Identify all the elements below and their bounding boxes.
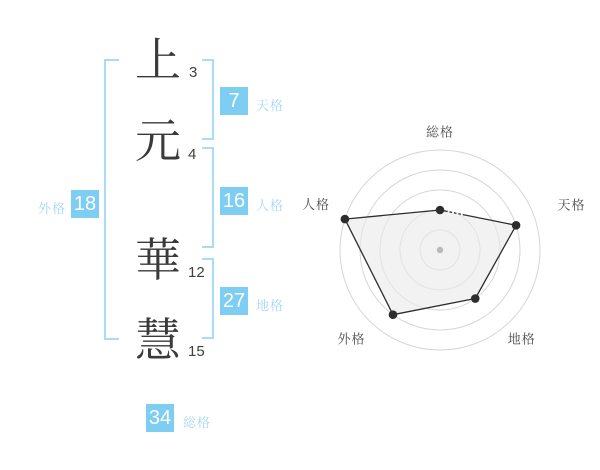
tenkaku-bracket [202,59,214,140]
radar-axis-label-2: 地格 [507,331,536,347]
radar-chart [290,100,590,400]
stroke-count-3: 12 [188,264,205,281]
stroke-count-1: 3 [189,64,198,81]
jinkaku-value-box: 16 [220,187,248,215]
name-character-2: 元 [135,115,181,167]
stroke-count-2: 4 [188,146,197,163]
gaikaku-label: 外格 [38,201,67,216]
soukaku-value-box: 34 [146,404,174,432]
chikaku-label: 地格 [256,298,285,313]
chikaku-value-box: 27 [220,287,248,315]
tenkaku-label: 天格 [256,98,285,113]
stroke-count-4: 15 [188,343,205,360]
name-character-3: 華 [135,234,181,286]
gaikaku-value-box: 18 [71,190,99,218]
radar-axis-label-1: 天格 [557,197,586,213]
jinkaku-label: 人格 [256,198,285,213]
gaikaku-bracket [104,59,119,340]
jinkaku-bracket [202,147,214,248]
radar-chart-area [290,100,590,400]
name-character-4: 慧 [135,314,181,366]
soukaku-label: 総格 [183,415,212,430]
radar-axis-label-4: 人格 [301,197,331,212]
tenkaku-value-box: 7 [220,87,248,115]
radar-axis-label-0: 総格 [425,124,455,140]
radar-axis-label-3: 外格 [337,331,366,347]
chikaku-bracket [202,258,214,339]
name-character-1: 上 [135,34,181,86]
